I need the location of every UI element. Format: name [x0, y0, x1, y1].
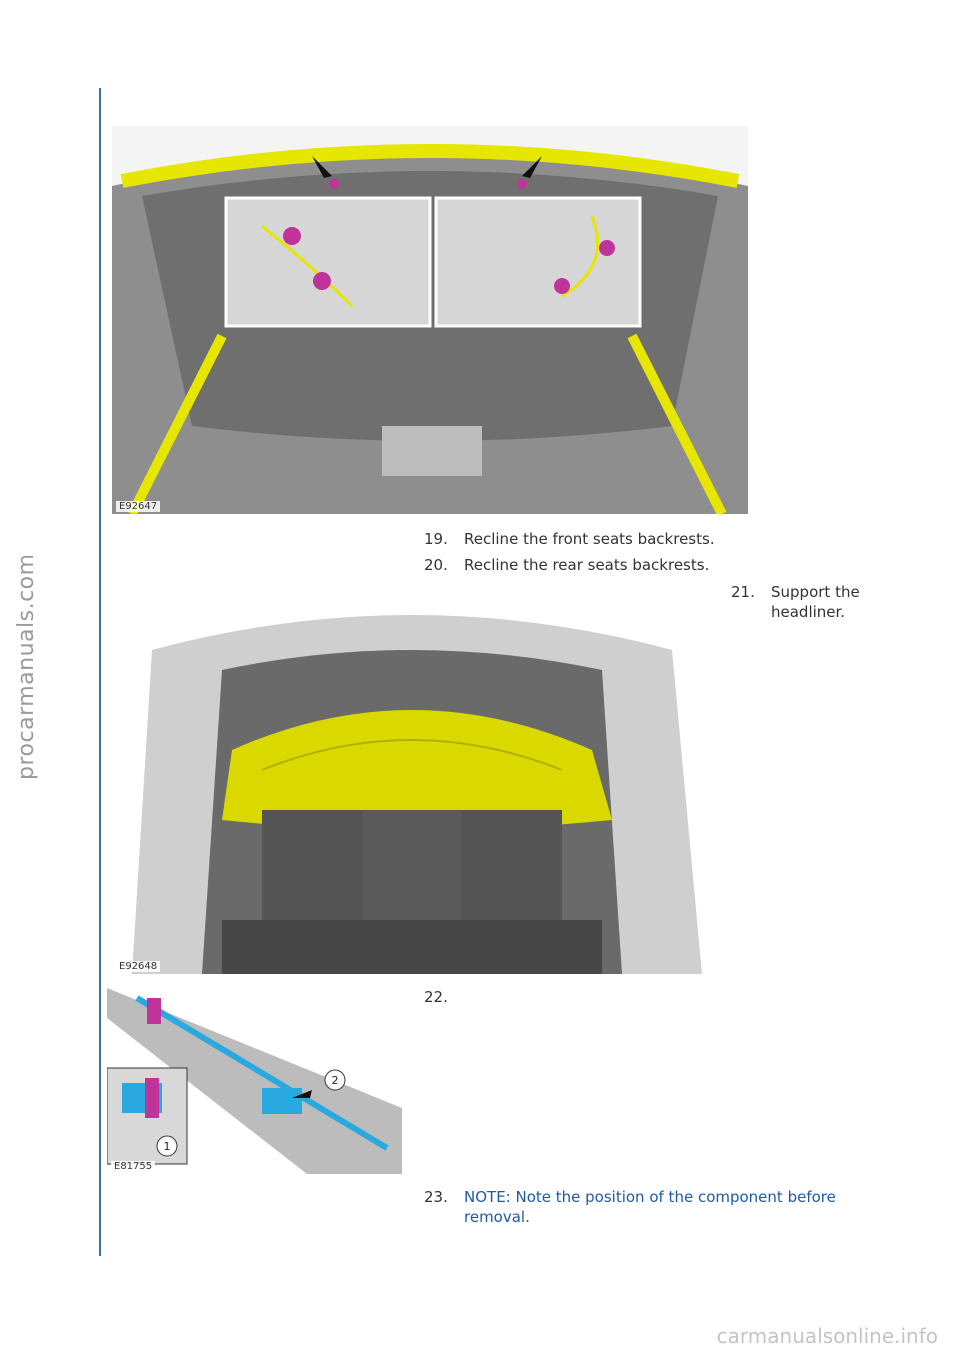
step-number: 19.	[424, 530, 448, 548]
headliner-clips-illustration	[112, 126, 748, 514]
callout-2: 2	[331, 1074, 339, 1087]
figure-code: E92647	[116, 501, 160, 512]
step-text: Recline the rear seats backrests.	[464, 556, 710, 574]
figure-headliner-support	[112, 590, 710, 974]
figure-code: E92648	[116, 961, 160, 972]
bottom-watermark: carmanualsonline.info	[716, 1324, 938, 1348]
side-watermark: procarmanuals.com	[14, 553, 39, 780]
step-number: 22.	[424, 988, 448, 1006]
step-number: 21.	[731, 583, 755, 601]
note-text-line1: NOTE: Note the position of the component before	[464, 1188, 836, 1206]
margin-rule	[99, 88, 101, 1256]
step-22	[424, 987, 864, 1009]
step-text-line2: headliner.	[771, 603, 846, 621]
harness-clip-illustration	[107, 988, 402, 1174]
callout-1: 1	[163, 1140, 171, 1153]
step-19	[424, 529, 864, 551]
step-20	[424, 555, 864, 577]
step-number: 20.	[424, 556, 448, 574]
figure-headliner-clips	[112, 126, 748, 514]
step-text: Recline the front seats backrests.	[464, 530, 715, 548]
step-23	[424, 1187, 884, 1231]
step-text-line1: Support the	[771, 583, 860, 601]
figure-code: E81755	[111, 1161, 155, 1172]
note-text-line2: removal.	[464, 1208, 530, 1226]
step-21	[731, 582, 931, 624]
step-number: 23.	[424, 1188, 448, 1206]
figure-harness-clip	[107, 988, 402, 1174]
headliner-support-illustration	[112, 590, 710, 974]
